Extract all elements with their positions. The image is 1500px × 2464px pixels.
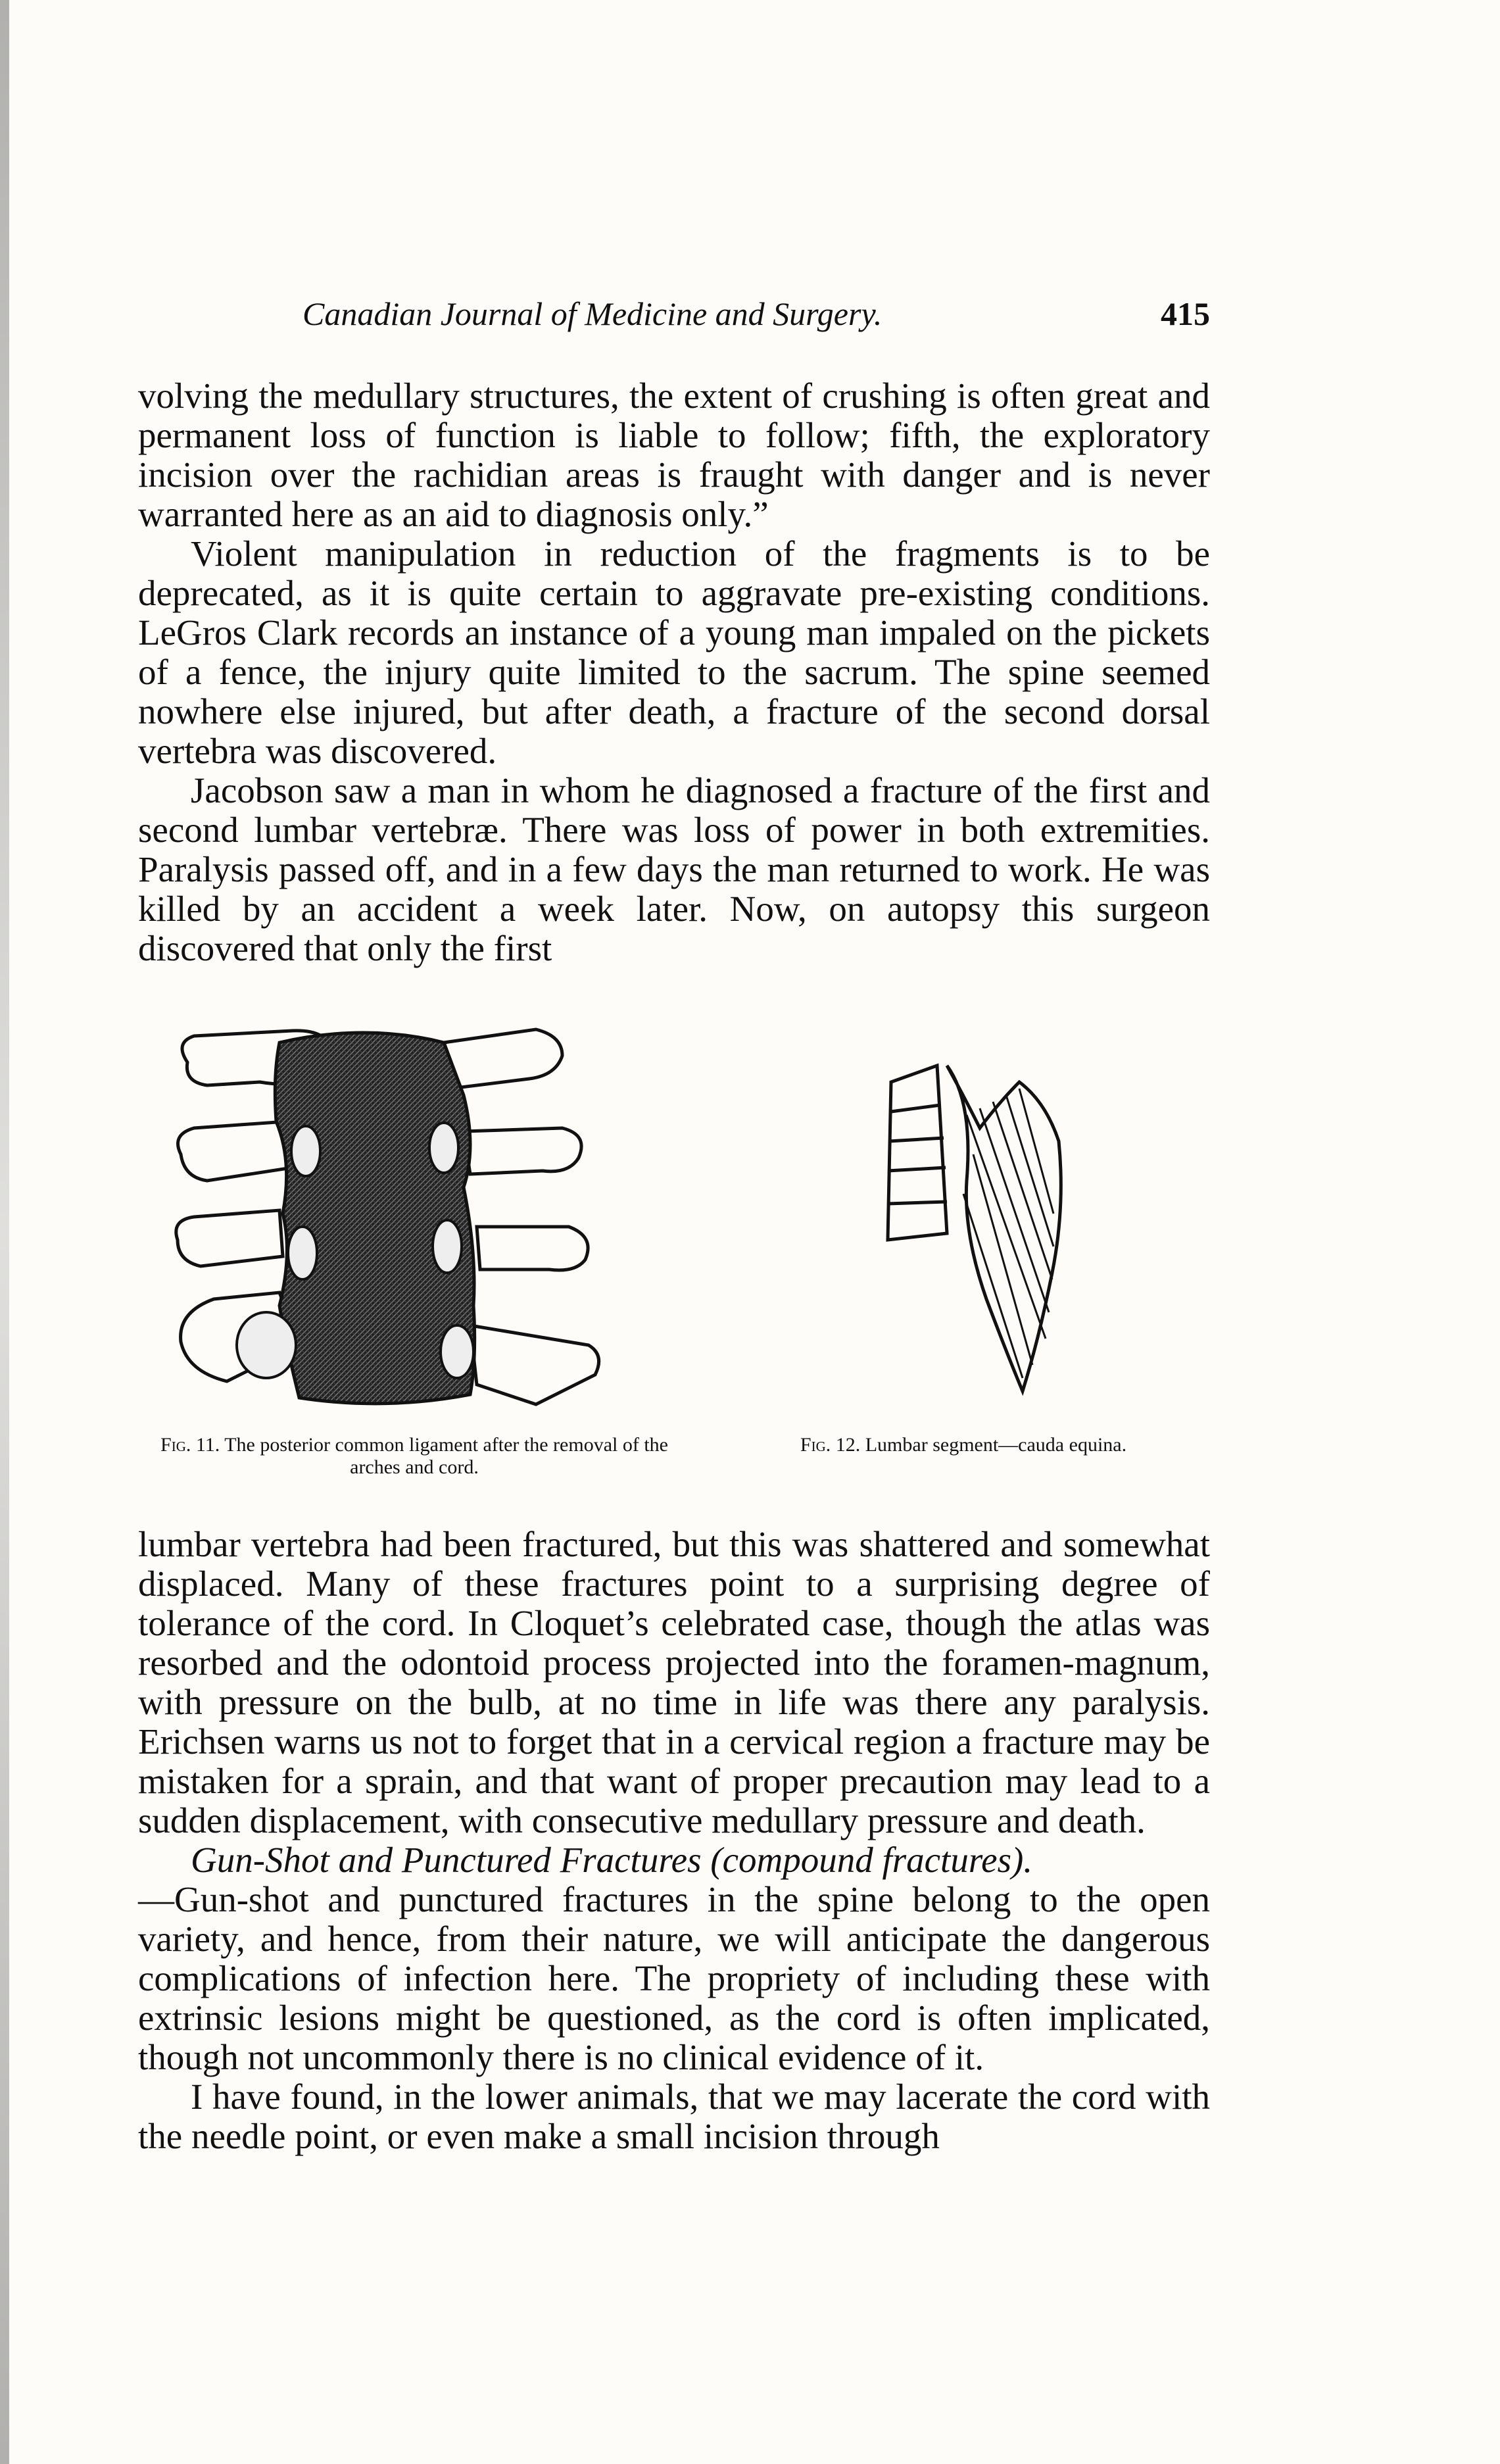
paragraph: —Gun-shot and punctured fractures in the spine belong to the open variety, and hence, from their nature, we will anticipate the dangerous complications of infection here. The propriety of including these with extrinsic lesions might be questioned, as the cord is often implicated, though not uncommonly there is no clinical evidence of it. <box>138 1879 1210 2077</box>
page-number: 415 <box>1161 295 1210 332</box>
journal-title: Canadian Journal of Medicine and Surgery. <box>302 295 883 332</box>
paragraph: Violent manipulation in reduction of the fragments is to be deprecated, as it is quite certain to aggravate pre-existing conditions. LeGros Clark records an instance of a young man impaled on the pickets of a fence, the injury quite limited to the sacrum. The spine seemed nowhere else injured, but after death, a fracture of the second dorsal vertebra was discovered. <box>138 533 1210 771</box>
figure-12-caption <box>760 1434 1167 1456</box>
figure-12-label: Fig. 12. <box>800 1434 861 1456</box>
section-heading-text: Gun-Shot and Punctured Fractures (compound fractures). <box>191 1840 1033 1880</box>
figure-12-caption-text: Lumbar segment—cauda equina. <box>865 1434 1127 1456</box>
paragraph: lumbar vertebra had been fractured, but this was shattered and somewhat displaced. Many of these fractures point to a surprising degree of tolerance of the cord. In Cloquet’s celebrated case, though the atlas was resorbed and the odontoid process projected into the foramen-magnum, with pressure on the bulb, at no time in life was there any paralysis. Erichsen warns us not to forget that in a cervical region a fracture may be mistaken for a sprain, and that want of proper precaution may lead to a sudden displacement, with consecutive medullary pressure and death. <box>138 1524 1210 1840</box>
section-heading <box>138 1840 1210 1880</box>
left-binding-edge <box>0 0 9 2464</box>
paragraph: volving the medullary structures, the extent of crushing is often great and permanent loss of function is liable to follow; fifth, the exploratory incision over the rachidian areas is fraught with danger and is never warranted here as an aid to diagnosis only.” <box>138 376 1210 534</box>
body-text-bottom <box>138 1525 1210 2156</box>
figure-11-caption-text: The posterior common ligament after the removal of the arches and cord. <box>224 1434 668 1478</box>
paragraph: I have found, in the lower animals, that we may lacerate the cord with the needle point, or even make a small incision through <box>138 2077 1210 2156</box>
figure-11-label: Fig. 11. <box>160 1434 220 1456</box>
body-text-top <box>138 376 1210 968</box>
figure-12-illustration <box>875 1062 1092 1404</box>
figure-11-caption <box>141 1434 687 1479</box>
figure-11-illustration <box>168 1016 628 1424</box>
paragraph: Jacobson saw a man in whom he diagnosed a fracture of the first and second lumbar vertebræ. There was loss of power in both extremities. Paralysis passed off, and in a few days the man returned to work. He was killed by an accident a week later. Now, on autopsy this surgeon discovered that only the first <box>138 770 1210 968</box>
